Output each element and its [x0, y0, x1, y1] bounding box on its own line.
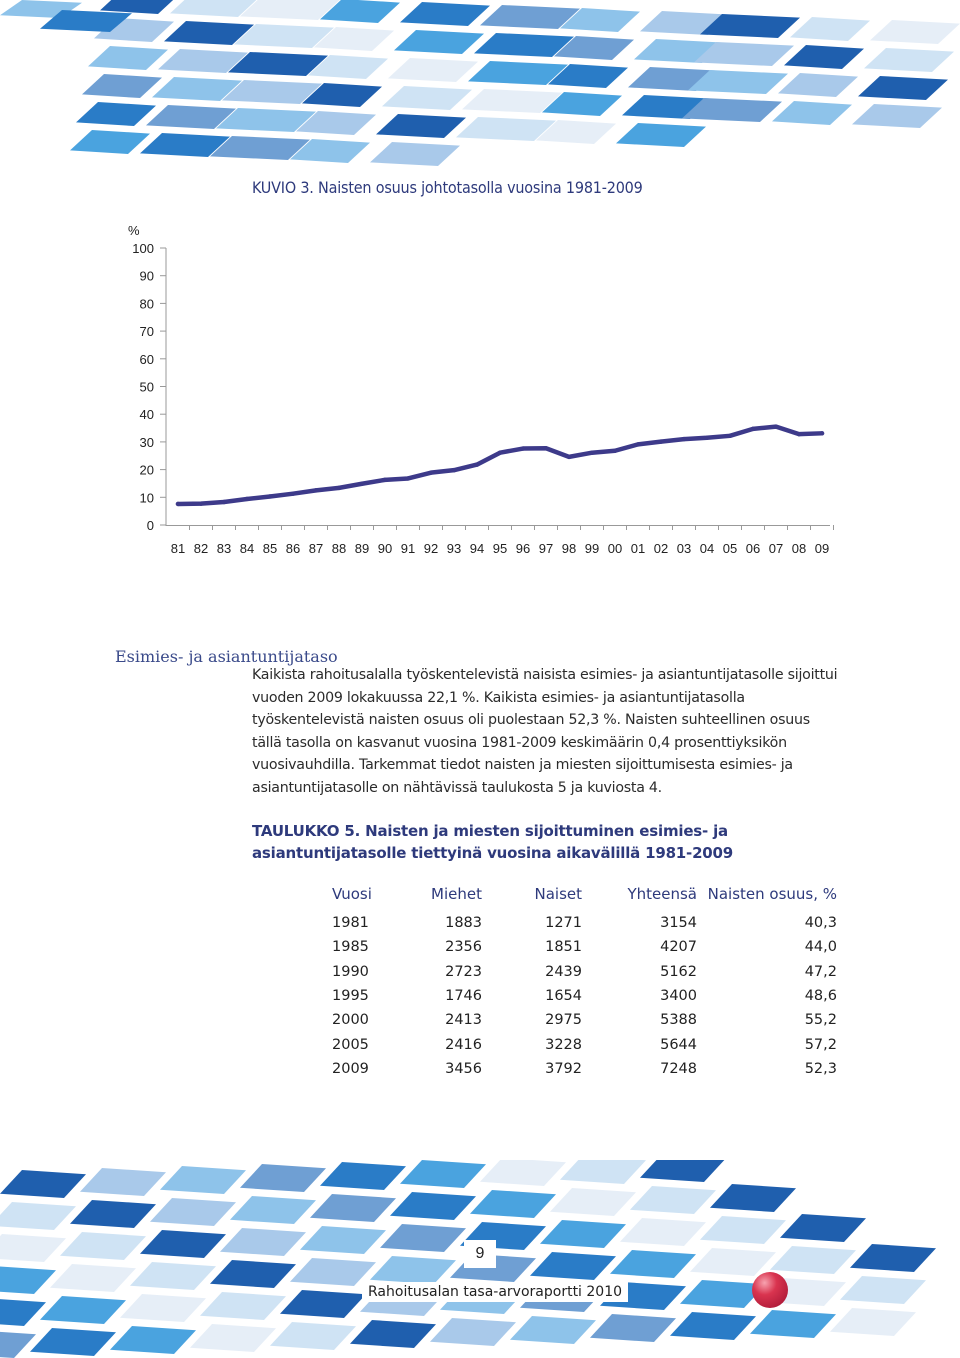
- table-cell: 3400: [660, 988, 697, 1005]
- table-cell: 4207: [660, 939, 697, 956]
- data-point: [544, 446, 548, 450]
- x-tick-label: 85: [262, 541, 278, 556]
- table-cell: 5388: [660, 1012, 697, 1029]
- data-point: [751, 427, 755, 431]
- x-tick-label: 09: [814, 541, 830, 556]
- decorative-tile: [60, 1232, 146, 1260]
- line-chart: [0, 0, 960, 600]
- decorative-tile: [480, 1160, 566, 1186]
- decorative-tile: [0, 1298, 46, 1326]
- table-cell: 1746: [445, 988, 482, 1005]
- series-line: [178, 427, 822, 504]
- table-cell: 48,6: [804, 988, 837, 1005]
- table-row: [320, 984, 837, 1008]
- table-cell: 2975: [545, 1012, 582, 1029]
- decorative-tile: [0, 1234, 66, 1262]
- x-tick-label: 03: [676, 541, 692, 556]
- x-tick-label: 08: [791, 541, 807, 556]
- decorative-tile: [200, 1292, 286, 1320]
- decorative-tile: [210, 1260, 296, 1288]
- table-cell: 55,2: [804, 1012, 837, 1029]
- decorative-tile: [640, 1160, 726, 1182]
- x-tick-label: 94: [469, 541, 485, 556]
- table-cell: 7248: [660, 1060, 697, 1077]
- x-tick-label: 97: [538, 541, 554, 556]
- decorative-tile: [470, 1190, 556, 1218]
- decorative-tile: [0, 1330, 36, 1358]
- decorative-tile: [0, 1170, 86, 1198]
- table-row: [320, 935, 837, 959]
- decorative-tile: [320, 1162, 406, 1190]
- data-point: [613, 449, 617, 453]
- table-title: TAULUKKO 5. Naisten ja miesten sijoittuminen esimies- ja asiantuntijatasolle tiettyinä vuosina aikavälillä 1981-2009: [252, 822, 734, 862]
- table-cell: 3456: [445, 1060, 482, 1077]
- table-row: [320, 1032, 837, 1056]
- decorative-tile: [710, 1184, 796, 1212]
- x-tick-label: 95: [492, 541, 508, 556]
- table-cell: 3228: [545, 1036, 582, 1053]
- x-tick-label: 81: [170, 541, 186, 556]
- data-point: [682, 437, 686, 441]
- data-point: [337, 486, 341, 490]
- page-number: 9: [464, 1240, 496, 1268]
- decorative-tile: [560, 1160, 646, 1184]
- decorative-tile: [190, 1324, 276, 1352]
- column-header: Naisten osuus, %: [707, 885, 837, 903]
- data-point: [268, 494, 272, 498]
- y-tick-label: 50: [139, 379, 154, 395]
- table-row: [320, 911, 837, 935]
- table-cell: 2009: [332, 1060, 369, 1077]
- x-tick-label: 88: [331, 541, 347, 556]
- y-tick-label: 40: [139, 407, 154, 423]
- decorative-tile: [30, 1328, 116, 1356]
- body-paragraph: [252, 664, 842, 799]
- decorative-tile: [390, 1192, 476, 1220]
- column-header: Naiset: [534, 885, 582, 903]
- data-point: [659, 439, 663, 443]
- data-point: [176, 502, 180, 506]
- table-cell: 3792: [545, 1060, 582, 1077]
- table-cell: 40,3: [804, 915, 837, 932]
- decorative-tile: [160, 1166, 246, 1194]
- decorative-tile: [40, 1296, 126, 1324]
- data-point: [245, 497, 249, 501]
- decorative-tile: [120, 1294, 206, 1322]
- decorative-tile: [700, 1216, 786, 1244]
- footer-title: Rahoitusalan tasa-arvoraportti 2010: [362, 1282, 628, 1302]
- x-tick-label: 00: [607, 541, 623, 556]
- x-tick-label: 06: [745, 541, 761, 556]
- data-point: [222, 500, 226, 504]
- column-header: Yhteensä: [627, 885, 697, 903]
- decorative-tile: [300, 1226, 386, 1254]
- data-point: [429, 470, 433, 474]
- y-tick-label: 20: [139, 462, 154, 478]
- table-cell: 1981: [332, 915, 369, 932]
- table-cell: 5644: [660, 1036, 697, 1053]
- x-tick-label: 98: [561, 541, 577, 556]
- y-axis-label: %: [128, 223, 140, 238]
- x-tick-label: 84: [239, 541, 255, 556]
- decorative-tile: [280, 1290, 366, 1318]
- data-point: [452, 468, 456, 472]
- decorative-tile: [370, 1256, 456, 1284]
- decorative-tile: [690, 1248, 776, 1276]
- decorative-tile: [630, 1186, 716, 1214]
- data-point: [314, 488, 318, 492]
- x-tick-label: 07: [768, 541, 784, 556]
- y-tick-label: 10: [139, 490, 154, 506]
- decorative-tile: [350, 1320, 436, 1348]
- decorative-tile: [150, 1198, 236, 1226]
- y-tick-label: 0: [146, 518, 154, 533]
- data-point: [291, 491, 295, 495]
- decorative-tile: [270, 1322, 356, 1350]
- x-tick-label: 93: [446, 541, 462, 556]
- decorative-tile: [50, 1264, 136, 1292]
- x-tick-label: 04: [699, 541, 715, 556]
- table-cell: 1990: [332, 963, 369, 980]
- paragraph-text: Kaikista rahoitusalalla työskentelevistä naisista esimies- ja asiantuntijatasolle sijoittui vuoden 2009 lokakuussa 22,1 %. Kaikista esimies- ja asiantuntijatasolla työskentelevistä naisten osuus oli puolestaan 52,3 %. Naisten suhteellinen osuus tällä tasolla on kasvanut vuosina 1981-2009 keskimäärin 0,4 prosenttiyksikön vuosivauhdilla. Tarkemmat tiedot naisten ja miesten sijoittumisesta esimies- ja asiantuntijatasolle on nähtävissä taulukosta 5 ja kuviosta 4.: [252, 667, 838, 796]
- table-cell: 44,0: [804, 939, 837, 956]
- data-point: [820, 431, 824, 435]
- column-header: Miehet: [431, 885, 482, 903]
- y-tick-label: 30: [139, 434, 154, 450]
- column-header: Vuosi: [332, 885, 372, 903]
- table-cell: 2356: [445, 939, 482, 956]
- decorative-tile: [510, 1316, 596, 1344]
- decorative-tile: [530, 1252, 616, 1280]
- x-tick-label: 87: [308, 541, 324, 556]
- table-cell: 1985: [332, 939, 369, 956]
- decorative-tile: [140, 1230, 226, 1258]
- data-point: [475, 462, 479, 466]
- decorative-sphere: [752, 1272, 788, 1308]
- decorative-tile: [770, 1246, 856, 1274]
- data-point: [567, 455, 571, 459]
- table-cell: 1883: [445, 915, 482, 932]
- decorative-tile: [70, 1200, 156, 1228]
- table-cell: 47,2: [804, 963, 837, 980]
- table-row: [320, 1057, 837, 1081]
- decorative-tile: [0, 1266, 56, 1294]
- decorative-tile: [130, 1262, 216, 1290]
- table-cell: 57,2: [804, 1036, 837, 1053]
- table-cell: 1271: [545, 915, 582, 932]
- table-cell: 2723: [445, 963, 482, 980]
- table-header-row: [320, 885, 837, 911]
- y-tick-label: 90: [139, 268, 154, 284]
- y-tick-label: 100: [132, 241, 154, 256]
- table-row: [320, 1008, 837, 1032]
- decorative-tile: [620, 1218, 706, 1246]
- decorative-tile: [850, 1244, 936, 1272]
- data-point: [360, 482, 364, 486]
- x-tick-label: 02: [653, 541, 669, 556]
- table-cell: 1995: [332, 988, 369, 1005]
- data-point: [383, 478, 387, 482]
- data-point: [498, 451, 502, 455]
- data-table: [320, 885, 837, 1081]
- decorative-tile: [400, 1160, 486, 1188]
- x-tick-label: 92: [423, 541, 439, 556]
- y-tick-label: 80: [139, 296, 154, 312]
- decorative-tile: [230, 1196, 316, 1224]
- x-tick-label: 05: [722, 541, 738, 556]
- x-tick-label: 83: [216, 541, 232, 556]
- table-cell: 5162: [660, 963, 697, 980]
- table-cell: 1851: [545, 939, 582, 956]
- x-tick-label: 96: [515, 541, 531, 556]
- decorative-tile: [430, 1318, 516, 1346]
- decorative-tile: [610, 1250, 696, 1278]
- decorative-tile: [240, 1164, 326, 1192]
- table-cell: 3154: [660, 915, 697, 932]
- y-tick-label: 60: [139, 351, 154, 367]
- decorative-tile: [840, 1276, 926, 1304]
- decorative-tile: [80, 1168, 166, 1196]
- chart-title: KUVIO 3. Naisten osuus johtotasolla vuosina 1981-2009: [252, 178, 643, 197]
- decorative-tile: [380, 1224, 466, 1252]
- decorative-tile: [110, 1326, 196, 1354]
- x-tick-label: 82: [193, 541, 209, 556]
- decorative-tile: [550, 1188, 636, 1216]
- data-point: [728, 434, 732, 438]
- decorative-tile: [670, 1312, 756, 1340]
- decorative-tile: [220, 1228, 306, 1256]
- data-point: [590, 451, 594, 455]
- data-point: [774, 424, 778, 428]
- table-cell: 2000: [332, 1012, 369, 1029]
- x-tick-label: 91: [400, 541, 416, 556]
- data-point: [705, 436, 709, 440]
- x-tick-label: 89: [354, 541, 370, 556]
- decorative-tile: [830, 1308, 916, 1336]
- x-tick-label: 86: [285, 541, 301, 556]
- decorative-tile: [590, 1314, 676, 1342]
- data-point: [636, 442, 640, 446]
- decorative-tile: [540, 1220, 626, 1248]
- x-tick-label: 01: [630, 541, 646, 556]
- data-point: [797, 432, 801, 436]
- decorative-tile: [0, 1202, 76, 1230]
- decorative-tile: [780, 1214, 866, 1242]
- data-point: [199, 501, 203, 505]
- table-cell: 2439: [545, 963, 582, 980]
- data-point: [406, 476, 410, 480]
- data-point: [521, 446, 525, 450]
- table-cell: 2413: [445, 1012, 482, 1029]
- table-cell: 52,3: [804, 1060, 837, 1077]
- decorative-tile: [750, 1310, 836, 1338]
- x-tick-label: 90: [377, 541, 393, 556]
- section-heading: Esimies- ja asiantuntijataso: [115, 647, 338, 667]
- table-cell: 2005: [332, 1036, 369, 1053]
- x-tick-label: 99: [584, 541, 600, 556]
- table-row: [320, 960, 837, 984]
- table-cell: 2416: [445, 1036, 482, 1053]
- table-cell: 1654: [545, 988, 582, 1005]
- y-tick-label: 70: [139, 324, 154, 340]
- decorative-tile: [310, 1194, 396, 1222]
